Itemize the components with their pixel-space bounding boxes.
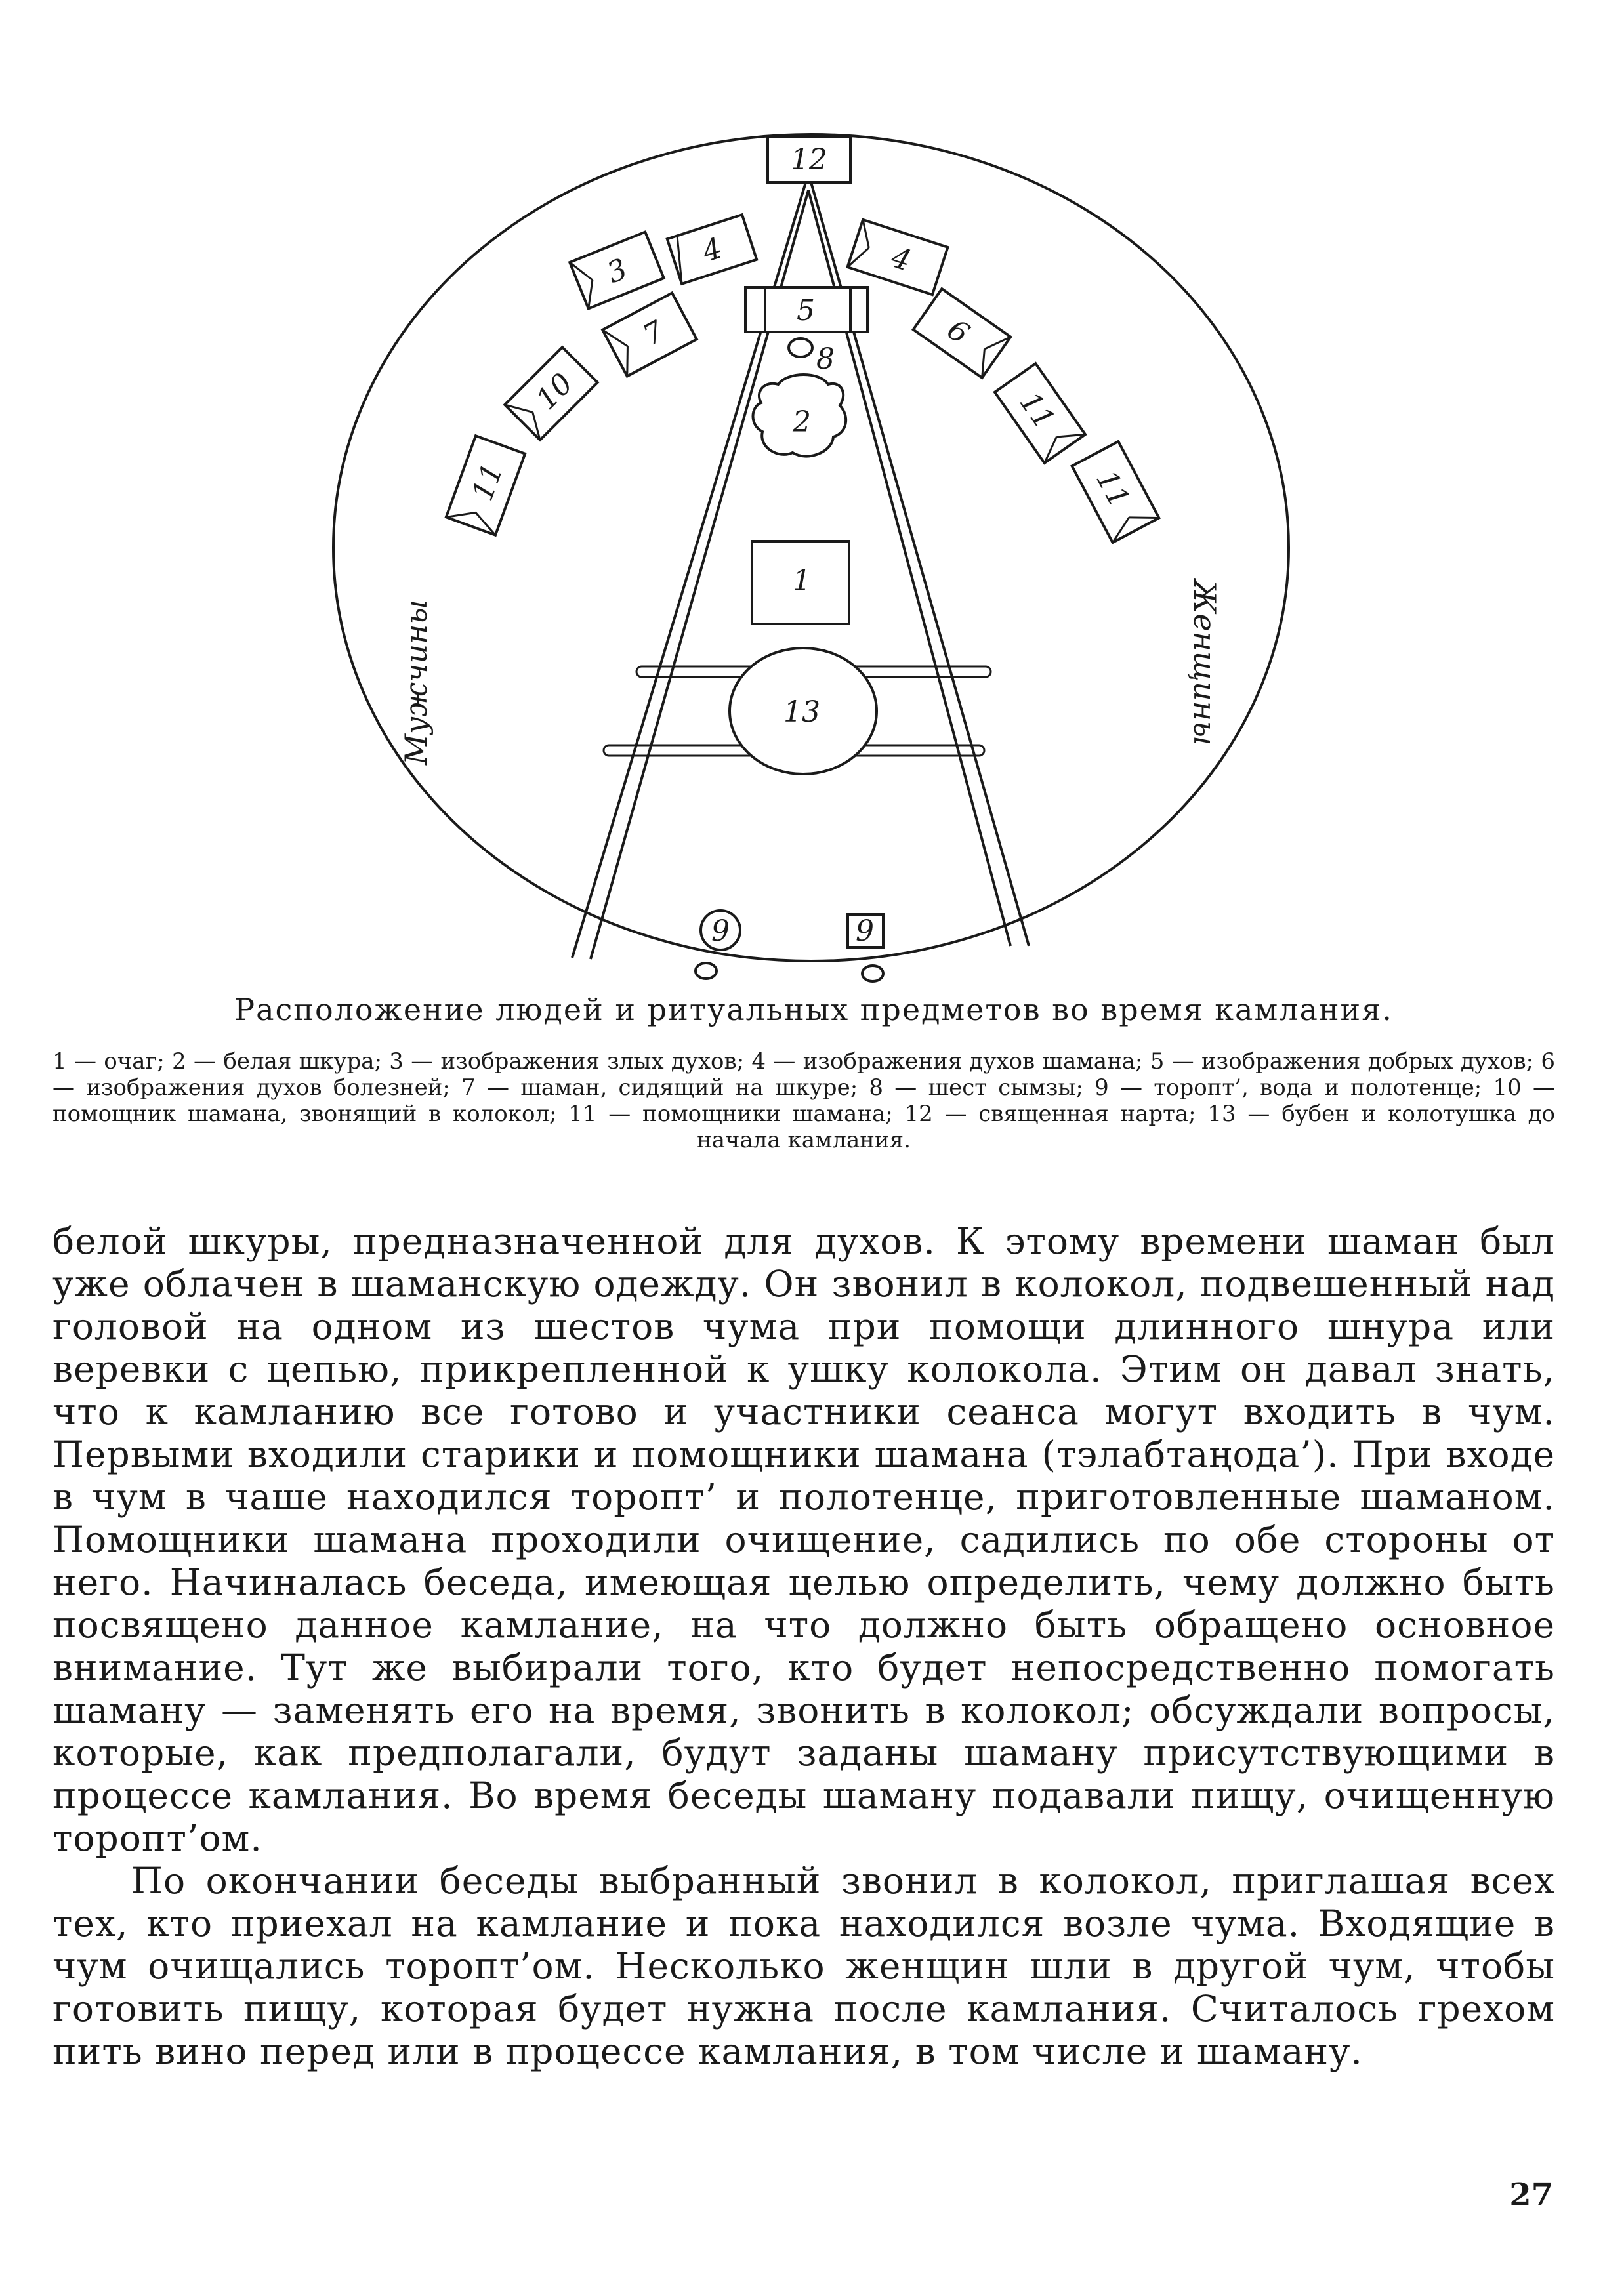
good-spirits-5 xyxy=(745,287,867,332)
label-11-right-a: 11 xyxy=(1012,386,1062,436)
paragraph-2: По окончании беседы выбранный звонил в колокол, приглашая всех тех, кто приехал на камлание и пока находился возле чума. Входящие в чум очищались торопт’ом. Несколько женщин шли в другой чум, чтобы готовить пищу, которая будет нужна после камлания. Считалось грехом пить вино перед или в процессе камлания, в том числе и шаману. xyxy=(52,1860,1555,2072)
label-11-right-b: 11 xyxy=(1089,464,1136,514)
label-10: 10 xyxy=(530,366,580,417)
label-7: 7 xyxy=(637,314,670,353)
shaman-on-hide-7 xyxy=(602,293,697,377)
women-label: Женщины xyxy=(1187,579,1222,746)
label-3: 3 xyxy=(602,252,633,291)
figure-legend: 1 — очаг; 2 — белая шкура; 3 — изображения злых духов; 4 — изображения духов шамана; 5 — изображения добрых духов; 6 — изображения духов болезней; 7 — шаман, сидящий на шкуре; 8 — шест сымзы; 9 — торопт’, вода и полотенце; 10 — помощник шамана, звонящий в колокол; 11 — помощники шамана; 12 — священная нарта; 13 — бубен и колотушка до начала камлания. xyxy=(52,1048,1555,1153)
label-11-left: 11 xyxy=(465,459,510,505)
shaman-spirits-4-right xyxy=(848,220,948,295)
label-4-right: 4 xyxy=(887,240,915,278)
men-label: Мужчины xyxy=(398,599,434,766)
label-12: 12 xyxy=(791,143,827,176)
helper-11-right-b xyxy=(1072,441,1159,543)
body-text xyxy=(52,1220,1555,2073)
toropt-right-9 xyxy=(848,914,883,981)
shaman-spirits-4-left xyxy=(667,215,757,284)
helper-11-left xyxy=(446,436,525,535)
white-hide-2 xyxy=(753,375,846,457)
hearth-1 xyxy=(752,541,849,624)
label-13: 13 xyxy=(783,695,820,729)
toropt-left-9 xyxy=(696,911,740,979)
disease-spirits-6 xyxy=(913,289,1010,378)
helper-bell-10 xyxy=(505,347,597,440)
paragraph-1: белой шкуры, предназначенной для духов. К этому времени шаман был уже облачен в шаманскую одежду. Он звонил в колокол, подвешенный над головой на одном из шестов чума при помощи длинного шнура или веревки с цепью, прикрепленной к ушку колокола. Этим он давал знать, что к камланию все готово и участники сеанса могут входить в чум. Первыми входили старики и помощники шамана (тэлабтаңода’). При входе в чум в чаше находился торопт’ и полотенце, приготовленные шаманом. Помощники шамана проходили очищение, садились по обе стороны от него. Начиналась беседа, имеющая целью определить, чему должно быть посвящено данное камлание, на что должно быть обращено основное внимание. Тут же выбирали того, кто будет непосредственно помогать шаману — заменять его на время, звонить в колокол; обсуждали вопросы, которые, как предполагали, будут заданы шаману присутствующими в процессе камлания. Во время беседы шаману подавали пищу, очищенную торопт’ом. xyxy=(52,1220,1555,1859)
helper-11-right-a xyxy=(995,363,1085,463)
pole-symzy-8 xyxy=(789,338,835,376)
drum-13 xyxy=(730,648,877,774)
label-4-left: 4 xyxy=(698,231,726,270)
sacred-sled-12 xyxy=(768,136,850,182)
chum-layout-diagram xyxy=(0,0,1624,997)
label-2: 2 xyxy=(793,405,811,439)
label-5: 5 xyxy=(797,294,815,327)
label-9-left: 9 xyxy=(711,914,730,948)
figure-caption-title: Расположение людей и ритуальных предметов во время камлания. xyxy=(234,992,1393,1027)
label-6: 6 xyxy=(941,312,976,351)
label-1: 1 xyxy=(793,564,811,598)
page-number: 27 xyxy=(1509,2177,1553,2213)
evil-spirits-3 xyxy=(570,232,663,309)
label-8: 8 xyxy=(816,342,835,376)
label-9-right: 9 xyxy=(856,914,874,948)
